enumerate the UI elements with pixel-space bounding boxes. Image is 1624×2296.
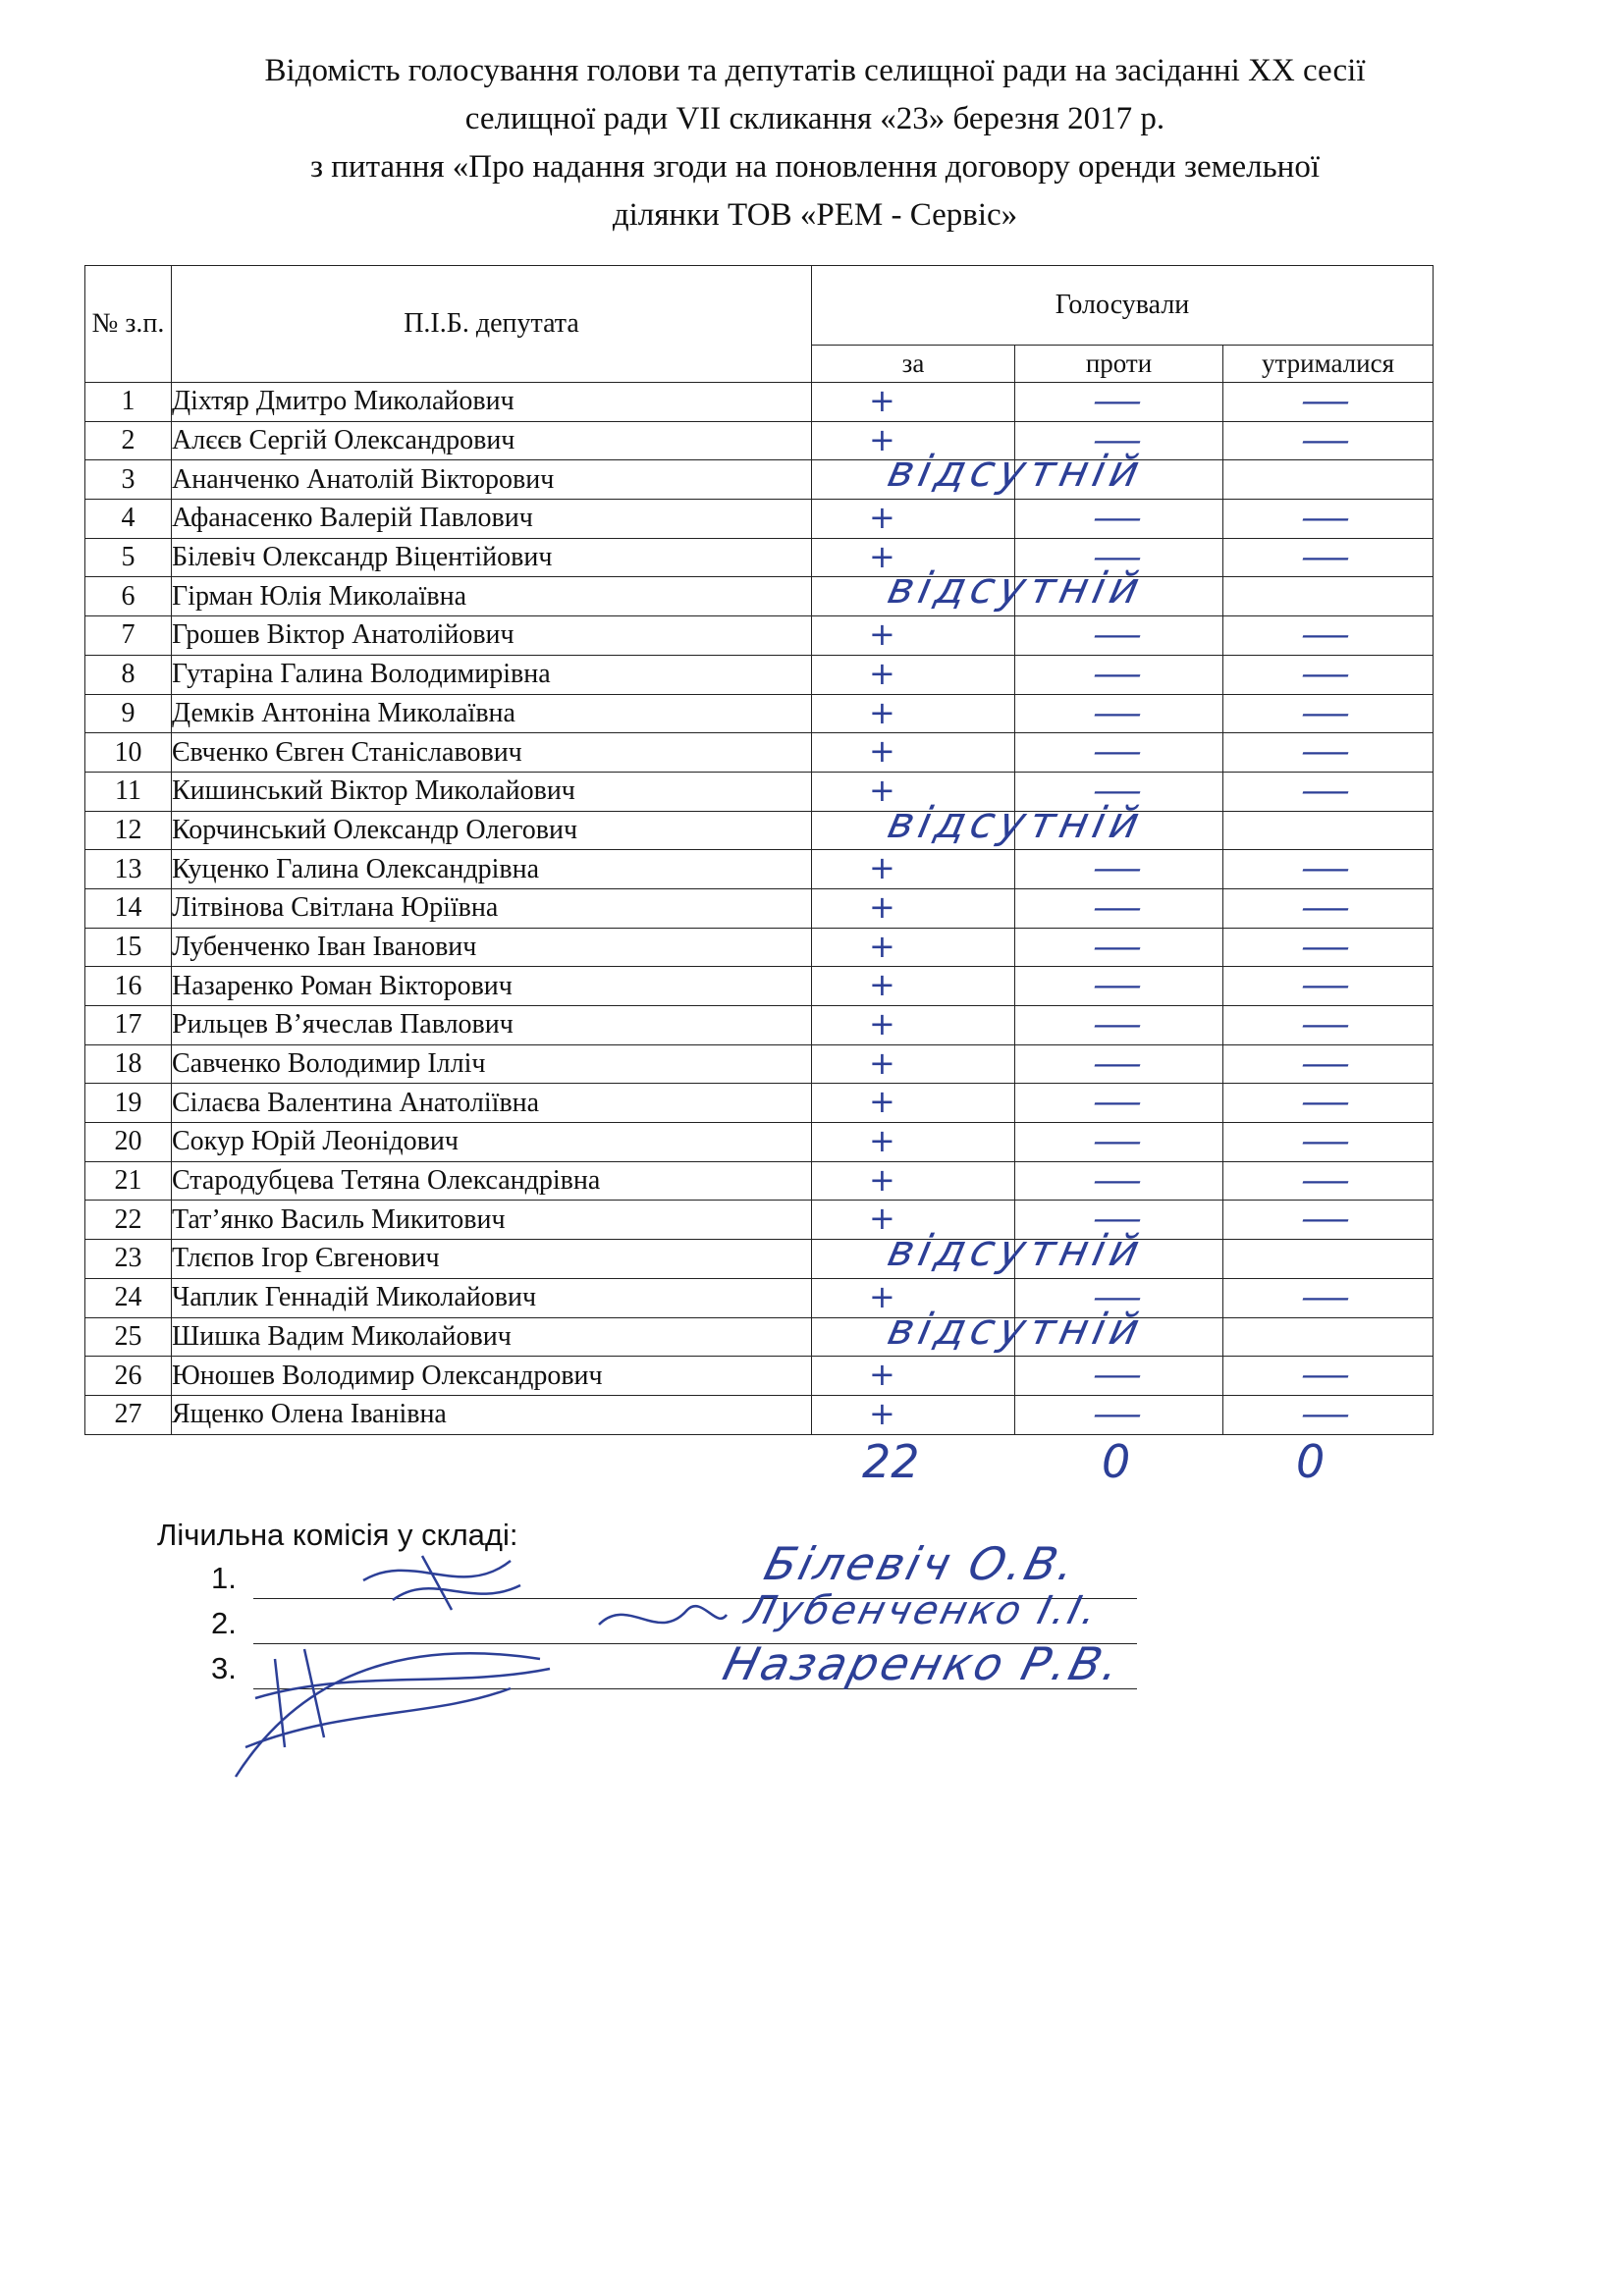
vote-for-mark: + bbox=[869, 1200, 895, 1238]
row-number: 16 bbox=[85, 967, 172, 1006]
vote-for-mark: + bbox=[869, 1160, 895, 1199]
deputy-name: Корчинський Олександр Олегович bbox=[172, 811, 812, 850]
vote-abstain-mark: — bbox=[1300, 732, 1351, 771]
document-title bbox=[118, 47, 1512, 240]
vote-against-cell bbox=[1015, 1240, 1223, 1279]
deputy-name: Євченко Євген Станіславович bbox=[172, 733, 812, 773]
vote-against-mark: — bbox=[1092, 966, 1143, 1004]
deputy-name: Чаплик Геннадій Миколайович bbox=[172, 1278, 812, 1317]
vote-abstain-mark: — bbox=[1300, 1394, 1351, 1432]
commission-member-3-number: 3. bbox=[211, 1651, 237, 1685]
vote-against-cell bbox=[1015, 1006, 1223, 1045]
vote-abstain-mark: — bbox=[1300, 499, 1351, 537]
deputy-name: Назаренко Роман Вікторович bbox=[172, 967, 812, 1006]
vote-against-cell bbox=[1015, 888, 1223, 928]
vote-against-mark: — bbox=[1092, 382, 1143, 419]
vote-abstain-cell bbox=[1223, 1084, 1434, 1123]
vote-abstain-cell bbox=[1223, 811, 1434, 850]
vote-for-mark: + bbox=[869, 849, 895, 887]
counting-commission-label: Лічильна комісія у складі: bbox=[157, 1518, 518, 1552]
row-number: 5 bbox=[85, 538, 172, 577]
table-row bbox=[85, 1278, 1434, 1317]
vote-abstain-mark: — bbox=[1300, 615, 1351, 654]
vote-against-mark: — bbox=[1092, 1122, 1143, 1160]
table-row bbox=[85, 772, 1434, 811]
signature-scribble-3 bbox=[216, 1629, 569, 1796]
commission-member-2-number: 2. bbox=[211, 1606, 237, 1640]
vote-abstain-cell bbox=[1223, 1278, 1434, 1317]
title-line-4: ділянки ТОВ «РЕМ - Сервіс» bbox=[612, 197, 1018, 233]
row-number: 26 bbox=[85, 1357, 172, 1396]
vote-against-mark: — bbox=[1092, 1005, 1143, 1042]
vote-for-cell bbox=[812, 850, 1015, 889]
vote-against-mark: — bbox=[1092, 927, 1143, 965]
row-number: 22 bbox=[85, 1201, 172, 1240]
deputy-name: Сілаєва Валентина Анатоліївна bbox=[172, 1084, 812, 1123]
vote-for-mark: + bbox=[869, 1005, 895, 1042]
vote-against-cell bbox=[1015, 577, 1223, 616]
vote-abstain-mark: — bbox=[1300, 420, 1351, 458]
deputy-name: Шишка Вадим Миколайович bbox=[172, 1317, 812, 1357]
table-row bbox=[85, 500, 1434, 539]
row-number: 10 bbox=[85, 733, 172, 773]
header-deputy-name: П.І.Б. депутата bbox=[172, 266, 812, 383]
vote-abstain-cell bbox=[1223, 421, 1434, 460]
vote-against-cell bbox=[1015, 1317, 1223, 1357]
deputy-name: Тлєпов Ігор Євгенович bbox=[172, 1240, 812, 1279]
vote-against-mark: — bbox=[1092, 1356, 1143, 1394]
vote-abstain-mark: — bbox=[1300, 966, 1351, 1004]
table-row bbox=[85, 538, 1434, 577]
deputy-name: Гутаріна Галина Володимирівна bbox=[172, 655, 812, 694]
table-row bbox=[85, 733, 1434, 773]
vote-abstain-cell bbox=[1223, 1357, 1434, 1396]
total-for: 22 bbox=[862, 1435, 920, 1488]
absent-handwritten: відсутній bbox=[883, 1304, 1149, 1355]
table-row bbox=[85, 928, 1434, 967]
header-number: № з.п. bbox=[85, 266, 172, 383]
total-against: 0 bbox=[1102, 1435, 1131, 1488]
vote-for-mark: + bbox=[869, 771, 895, 809]
deputy-name: Демків Антоніна Миколаївна bbox=[172, 694, 812, 733]
table-row bbox=[85, 1044, 1434, 1084]
vote-for-mark: + bbox=[869, 927, 895, 965]
commission-member-2-name: Лубенченко І.І. bbox=[740, 1588, 1105, 1633]
vote-against-mark: — bbox=[1092, 1277, 1143, 1315]
row-number: 1 bbox=[85, 383, 172, 422]
deputy-name: Юношев Володимир Олександрович bbox=[172, 1357, 812, 1396]
vote-abstain-cell bbox=[1223, 1161, 1434, 1201]
vote-abstain-mark: — bbox=[1300, 927, 1351, 965]
vote-against-cell bbox=[1015, 616, 1223, 656]
vote-abstain-cell bbox=[1223, 655, 1434, 694]
vote-abstain-cell bbox=[1223, 733, 1434, 773]
vote-for-cell bbox=[812, 1123, 1015, 1162]
row-number: 6 bbox=[85, 577, 172, 616]
vote-for-mark: + bbox=[869, 1043, 895, 1082]
vote-abstain-cell bbox=[1223, 383, 1434, 422]
deputy-name: Ященко Олена Іванівна bbox=[172, 1395, 812, 1434]
vote-abstain-cell bbox=[1223, 616, 1434, 656]
table-row bbox=[85, 460, 1434, 500]
table-row bbox=[85, 1123, 1434, 1162]
vote-abstain-cell bbox=[1223, 1044, 1434, 1084]
vote-for-mark: + bbox=[869, 887, 895, 926]
vote-against-cell bbox=[1015, 694, 1223, 733]
vote-for-mark: + bbox=[869, 693, 895, 731]
vote-for-mark: + bbox=[869, 420, 895, 458]
vote-abstain-mark: — bbox=[1300, 654, 1351, 692]
table-row bbox=[85, 1201, 1434, 1240]
vote-abstain-mark: — bbox=[1300, 887, 1351, 926]
vote-for-cell bbox=[812, 1044, 1015, 1084]
vote-for-cell bbox=[812, 1084, 1015, 1123]
vote-against-mark: — bbox=[1092, 732, 1143, 771]
vote-against-cell bbox=[1015, 1395, 1223, 1434]
vote-abstain-cell bbox=[1223, 1123, 1434, 1162]
vote-for-mark: + bbox=[869, 382, 895, 419]
row-number: 15 bbox=[85, 928, 172, 967]
vote-for-mark: + bbox=[869, 1277, 895, 1315]
table-row bbox=[85, 1317, 1434, 1357]
header-abstain: утрималися bbox=[1223, 346, 1434, 383]
deputy-name: Білевіч Олександр Віцентійович bbox=[172, 538, 812, 577]
vote-abstain-mark: — bbox=[1300, 1083, 1351, 1121]
vote-abstain-cell bbox=[1223, 928, 1434, 967]
commission-member-3-name: Назаренко Р.В. bbox=[718, 1637, 1128, 1690]
vote-abstain-cell bbox=[1223, 538, 1434, 577]
deputy-name: Діхтяр Дмитро Миколайович bbox=[172, 383, 812, 422]
vote-against-cell bbox=[1015, 1357, 1223, 1396]
vote-against-mark: — bbox=[1092, 654, 1143, 692]
table-row bbox=[85, 616, 1434, 656]
vote-for-cell bbox=[812, 447, 1149, 500]
vote-abstain-mark: — bbox=[1300, 1043, 1351, 1082]
total-abstain: 0 bbox=[1296, 1435, 1326, 1488]
vote-against-mark: — bbox=[1092, 537, 1143, 575]
vote-abstain-cell bbox=[1223, 577, 1434, 616]
table-row bbox=[85, 967, 1434, 1006]
table-row bbox=[85, 1084, 1434, 1123]
vote-abstain-mark: — bbox=[1300, 1160, 1351, 1199]
vote-for-cell bbox=[812, 967, 1015, 1006]
vote-for-cell bbox=[812, 563, 1149, 616]
vote-against-mark: — bbox=[1092, 887, 1143, 926]
vote-for-cell bbox=[812, 928, 1015, 967]
vote-for-cell bbox=[812, 383, 1015, 422]
signature-scribble-1 bbox=[353, 1541, 530, 1620]
deputy-name: Сокур Юрій Леонідович bbox=[172, 1123, 812, 1162]
vote-for-mark: + bbox=[869, 1083, 895, 1121]
vote-abstain-cell bbox=[1223, 1006, 1434, 1045]
deputy-name: Алєєв Сергій Олександрович bbox=[172, 421, 812, 460]
vote-for-cell bbox=[812, 1161, 1015, 1201]
vote-abstain-mark: — bbox=[1300, 1005, 1351, 1042]
row-number: 18 bbox=[85, 1044, 172, 1084]
row-number: 19 bbox=[85, 1084, 172, 1123]
vote-for-cell bbox=[812, 1006, 1015, 1045]
table-row bbox=[85, 655, 1434, 694]
deputy-name: Стародубцева Тетяна Олександрівна bbox=[172, 1161, 812, 1201]
table-row bbox=[85, 421, 1434, 460]
title-line-3: з питання «Про надання згоди на поновлення договору оренди земельної bbox=[309, 149, 1321, 185]
absent-handwritten: відсутній bbox=[883, 447, 1149, 498]
row-number: 2 bbox=[85, 421, 172, 460]
vote-against-mark: — bbox=[1092, 1043, 1143, 1082]
deputy-name: Тат’янко Василь Микитович bbox=[172, 1201, 812, 1240]
voting-table bbox=[84, 265, 1434, 1435]
vote-for-cell bbox=[812, 1226, 1149, 1279]
absent-handwritten: відсутній bbox=[883, 797, 1149, 848]
vote-abstain-mark: — bbox=[1300, 849, 1351, 887]
vote-against-cell bbox=[1015, 1084, 1223, 1123]
vote-against-cell bbox=[1015, 850, 1223, 889]
vote-against-cell bbox=[1015, 733, 1223, 773]
vote-abstain-cell bbox=[1223, 772, 1434, 811]
deputy-name: Ананченко Анатолій Вікторович bbox=[172, 460, 812, 500]
table-row bbox=[85, 1395, 1434, 1434]
vote-against-mark: — bbox=[1092, 1083, 1143, 1121]
vote-for-cell bbox=[812, 1357, 1015, 1396]
vote-for-cell bbox=[812, 797, 1149, 850]
vote-against-cell bbox=[1015, 500, 1223, 539]
vote-abstain-cell bbox=[1223, 1395, 1434, 1434]
absent-handwritten: відсутній bbox=[883, 563, 1149, 614]
deputy-name: Кишинський Віктор Миколайович bbox=[172, 772, 812, 811]
vote-against-mark: — bbox=[1092, 615, 1143, 654]
vote-for-cell bbox=[812, 655, 1015, 694]
deputy-name: Грошев Віктор Анатолійович bbox=[172, 616, 812, 656]
vote-for-cell bbox=[812, 1304, 1149, 1357]
row-number: 21 bbox=[85, 1161, 172, 1201]
vote-abstain-cell bbox=[1223, 888, 1434, 928]
commission-member-1-name: Білевіч О.В. bbox=[759, 1537, 1084, 1590]
vote-against-mark: — bbox=[1092, 1200, 1143, 1238]
vote-abstain-cell bbox=[1223, 967, 1434, 1006]
table-row bbox=[85, 850, 1434, 889]
row-number: 4 bbox=[85, 500, 172, 539]
deputy-name: Савченко Володимир Ілліч bbox=[172, 1044, 812, 1084]
table-row bbox=[85, 888, 1434, 928]
vote-against-mark: — bbox=[1092, 1394, 1143, 1432]
vote-for-mark: + bbox=[869, 654, 895, 692]
signature-scribble-2 bbox=[589, 1590, 736, 1649]
table-row bbox=[85, 577, 1434, 616]
vote-against-mark: — bbox=[1092, 771, 1143, 809]
row-number: 11 bbox=[85, 772, 172, 811]
vote-abstain-mark: — bbox=[1300, 771, 1351, 809]
vote-for-cell bbox=[812, 1395, 1015, 1434]
row-number: 25 bbox=[85, 1317, 172, 1357]
table-body bbox=[85, 383, 1434, 1435]
row-number: 23 bbox=[85, 1240, 172, 1279]
row-number: 8 bbox=[85, 655, 172, 694]
vote-for-mark: + bbox=[869, 1122, 895, 1160]
vote-against-cell bbox=[1015, 1044, 1223, 1084]
vote-against-cell bbox=[1015, 811, 1223, 850]
vote-for-mark: + bbox=[869, 499, 895, 537]
vote-against-mark: — bbox=[1092, 849, 1143, 887]
commission-member-1-number: 1. bbox=[211, 1561, 237, 1595]
vote-against-cell bbox=[1015, 967, 1223, 1006]
vote-against-cell bbox=[1015, 460, 1223, 500]
row-number: 27 bbox=[85, 1395, 172, 1434]
table-row bbox=[85, 383, 1434, 422]
header-against: проти bbox=[1015, 346, 1223, 383]
table-row bbox=[85, 811, 1434, 850]
row-number: 14 bbox=[85, 888, 172, 928]
row-number: 9 bbox=[85, 694, 172, 733]
header-for: за bbox=[812, 346, 1015, 383]
vote-abstain-cell bbox=[1223, 1317, 1434, 1357]
table-row bbox=[85, 1006, 1434, 1045]
vote-against-cell bbox=[1015, 1123, 1223, 1162]
row-number: 13 bbox=[85, 850, 172, 889]
vote-abstain-cell bbox=[1223, 460, 1434, 500]
vote-for-mark: + bbox=[869, 1394, 895, 1432]
vote-against-mark: — bbox=[1092, 499, 1143, 537]
vote-for-mark: + bbox=[869, 966, 895, 1004]
vote-against-cell bbox=[1015, 1161, 1223, 1201]
table-row bbox=[85, 694, 1434, 733]
vote-for-cell bbox=[812, 694, 1015, 733]
table-row bbox=[85, 1161, 1434, 1201]
deputy-name: Лубенченко Іван Іванович bbox=[172, 928, 812, 967]
vote-abstain-cell bbox=[1223, 1201, 1434, 1240]
vote-against-mark: — bbox=[1092, 420, 1143, 458]
vote-abstain-mark: — bbox=[1300, 1122, 1351, 1160]
vote-for-cell bbox=[812, 500, 1015, 539]
row-number: 12 bbox=[85, 811, 172, 850]
vote-for-mark: + bbox=[869, 1356, 895, 1394]
title-line-1: Відомість голосування голови та депутатів селищної ради на засіданні ХХ сесії bbox=[264, 53, 1366, 88]
vote-abstain-mark: — bbox=[1300, 1200, 1351, 1238]
deputy-name: Афанасенко Валерій Павлович bbox=[172, 500, 812, 539]
row-number: 20 bbox=[85, 1123, 172, 1162]
deputy-name: Рильцев В’ячеслав Павлович bbox=[172, 1006, 812, 1045]
vote-abstain-mark: — bbox=[1300, 382, 1351, 419]
absent-handwritten: відсутній bbox=[883, 1226, 1149, 1277]
vote-for-mark: + bbox=[869, 615, 895, 654]
table-row bbox=[85, 1240, 1434, 1279]
row-number: 24 bbox=[85, 1278, 172, 1317]
vote-for-cell bbox=[812, 888, 1015, 928]
vote-for-mark: + bbox=[869, 537, 895, 575]
vote-abstain-cell bbox=[1223, 694, 1434, 733]
vote-against-cell bbox=[1015, 383, 1223, 422]
title-line-2: селищної ради VІІ скликання «23» березня 2017 р. bbox=[464, 101, 1165, 136]
vote-against-cell bbox=[1015, 655, 1223, 694]
vote-abstain-cell bbox=[1223, 500, 1434, 539]
vote-abstain-mark: — bbox=[1300, 537, 1351, 575]
vote-against-mark: — bbox=[1092, 693, 1143, 731]
vote-abstain-mark: — bbox=[1300, 1277, 1351, 1315]
vote-against-cell bbox=[1015, 928, 1223, 967]
row-number: 7 bbox=[85, 616, 172, 656]
deputy-name: Гірман Юлія Миколаївна bbox=[172, 577, 812, 616]
vote-against-mark: — bbox=[1092, 1160, 1143, 1199]
vote-abstain-cell bbox=[1223, 850, 1434, 889]
row-number: 17 bbox=[85, 1006, 172, 1045]
vote-for-mark: + bbox=[869, 732, 895, 771]
vote-abstain-mark: — bbox=[1300, 1356, 1351, 1394]
vote-abstain-cell bbox=[1223, 1240, 1434, 1279]
deputy-name: Куценко Галина Олександрівна bbox=[172, 850, 812, 889]
deputy-name: Літвінова Світлана Юріївна bbox=[172, 888, 812, 928]
row-number: 3 bbox=[85, 460, 172, 500]
vote-abstain-mark: — bbox=[1300, 693, 1351, 731]
vote-for-cell bbox=[812, 616, 1015, 656]
vote-for-cell bbox=[812, 733, 1015, 773]
header-voted: Голосували bbox=[812, 266, 1434, 346]
table-row bbox=[85, 1357, 1434, 1396]
